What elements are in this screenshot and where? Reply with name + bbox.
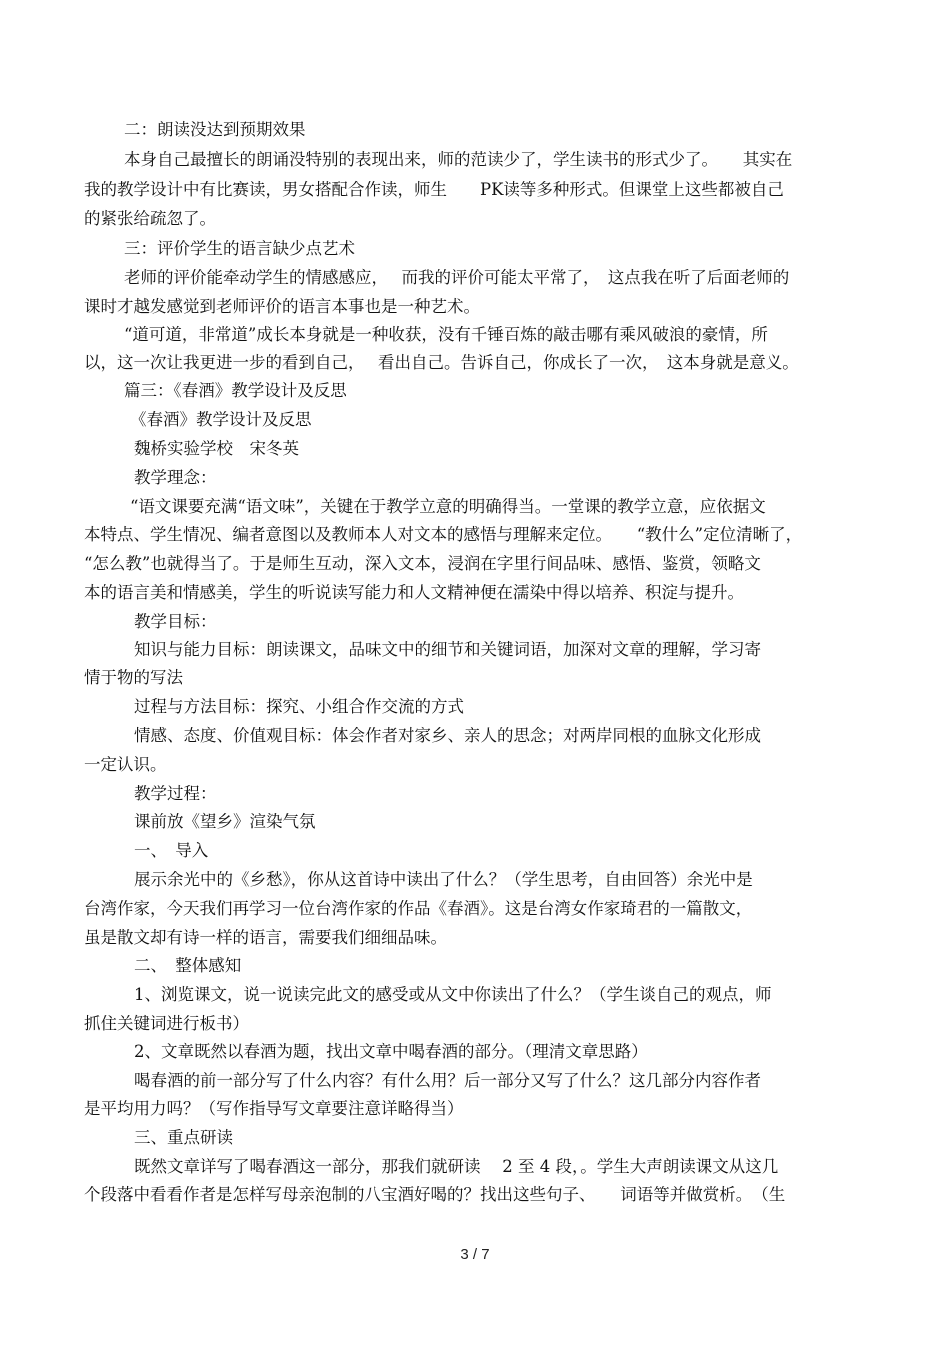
- text-line: 知识与能力目标：朗读课文，品味文中的细节和关键词语，加深对文章的理解，学习寄: [134, 640, 761, 659]
- text-line: 展示余光中的《乡愁》，你从这首诗中读出了什么？（学生思考，自由回答）余光中是: [134, 870, 753, 889]
- text-line: 的紧张给疏忽了。: [84, 209, 216, 228]
- text-line: 篇三：《春酒》教学设计及反思: [124, 381, 347, 400]
- text-line: 是平均用力吗？（写作指导写文章要注意详略得当）: [84, 1099, 464, 1118]
- text-line: 课时才越发感觉到老师评价的语言本事也是一种艺术。: [84, 297, 480, 316]
- text-line: 教学理念：: [134, 468, 217, 487]
- text-line: 既然文章详写了喝春酒这一部分，那我们就研读 2 至 4 段，。学生大声朗读课文从这几: [134, 1157, 779, 1176]
- text-line: 魏桥实验学校 宋冬英: [134, 439, 299, 458]
- text-line: 课前放《望乡》渲染气氛: [134, 812, 316, 831]
- text-line: 本的语言美和情感美，学生的听说读写能力和人文精神便在濡染中得以培养、积淀与提升。: [84, 583, 744, 602]
- text-line: 《春酒》教学设计及反思: [130, 410, 312, 429]
- text-line: 2、文章既然以春酒为题，找出文章中喝春酒的部分。（理清文章思路）: [134, 1042, 648, 1061]
- text-line: “语文课要充满“语文味”，关键在于教学立意的明确得当。一堂课的教学立意，应依据文: [130, 497, 766, 516]
- text-line: 台湾作家，今天我们再学习一位台湾作家的作品《春酒》。这是台湾女作家琦君的一篇散文，: [84, 899, 753, 918]
- text-line: 本特点、学生情况、编者意图以及教师本人对文本的感悟与理解来定位。 “教什么”定位清晰了，: [84, 525, 803, 544]
- text-line: 情于物的写法: [84, 668, 183, 687]
- text-line: 1、浏览课文，说一说读完此文的感受或从文中你读出了什么？（学生谈自己的观点，师: [134, 985, 772, 1004]
- text-line: 一定认识。: [84, 755, 167, 774]
- text-line: 抓住关键词进行板书）: [84, 1014, 249, 1033]
- text-line: 情感、态度、价值观目标：体会作者对家乡、亲人的思念；对两岸同根的血脉文化形成: [134, 726, 761, 745]
- text-line: 虽是散文却有诗一样的语言，需要我们细细品味。: [84, 928, 447, 947]
- text-line: “道可道，非常道”成长本身就是一种收获，没有千锤百炼的敲击哪有乘风破浪的豪情，所: [124, 325, 768, 344]
- page-number: 3 / 7: [460, 1246, 490, 1263]
- text-line: 个段落中看看作者是怎样写母亲泡制的八宝酒好喝的？找出这些句子、 词语等并做赏析。 （生: [84, 1185, 786, 1204]
- text-line: 教学过程：: [134, 784, 217, 803]
- text-line: 喝春酒的前一部分写了什么内容？有什么用？后一部分又写了什么？这几部分内容作者: [134, 1071, 761, 1090]
- text-line: 三、重点研读: [134, 1128, 233, 1147]
- text-line: 本身自己最擅长的朗诵没特别的表现出来，师的范读少了，学生读书的形式少了。 其实在: [124, 150, 793, 169]
- text-line: 过程与方法目标：探究、小组合作交流的方式: [134, 697, 464, 716]
- text-line: “怎么教”也就得当了。于是师生互动，深入文本，浸润在字里行间品味、感悟、鉴赏，领略文: [84, 554, 761, 573]
- text-line: 二：朗读没达到预期效果: [124, 120, 306, 139]
- text-line: 教学目标：: [134, 612, 217, 631]
- text-line: 以，这一次让我更进一步的看到自己， 看出自己。告诉自己，你成长了一次， 这本身就是意义。: [84, 353, 799, 372]
- text-line: 我的教学设计中有比赛读，男女搭配合作读，师生 PK读等多种形式。但课堂上这些都被自己: [84, 180, 784, 199]
- text-line: 老师的评价能牵动学生的情感感应， 而我的评价可能太平常了， 这点我在听了后面老师的: [124, 268, 790, 287]
- text-line: 三：评价学生的语言缺少点艺术: [124, 239, 355, 258]
- text-line: 一、 导入: [134, 841, 209, 860]
- text-line: 二、 整体感知: [134, 956, 242, 975]
